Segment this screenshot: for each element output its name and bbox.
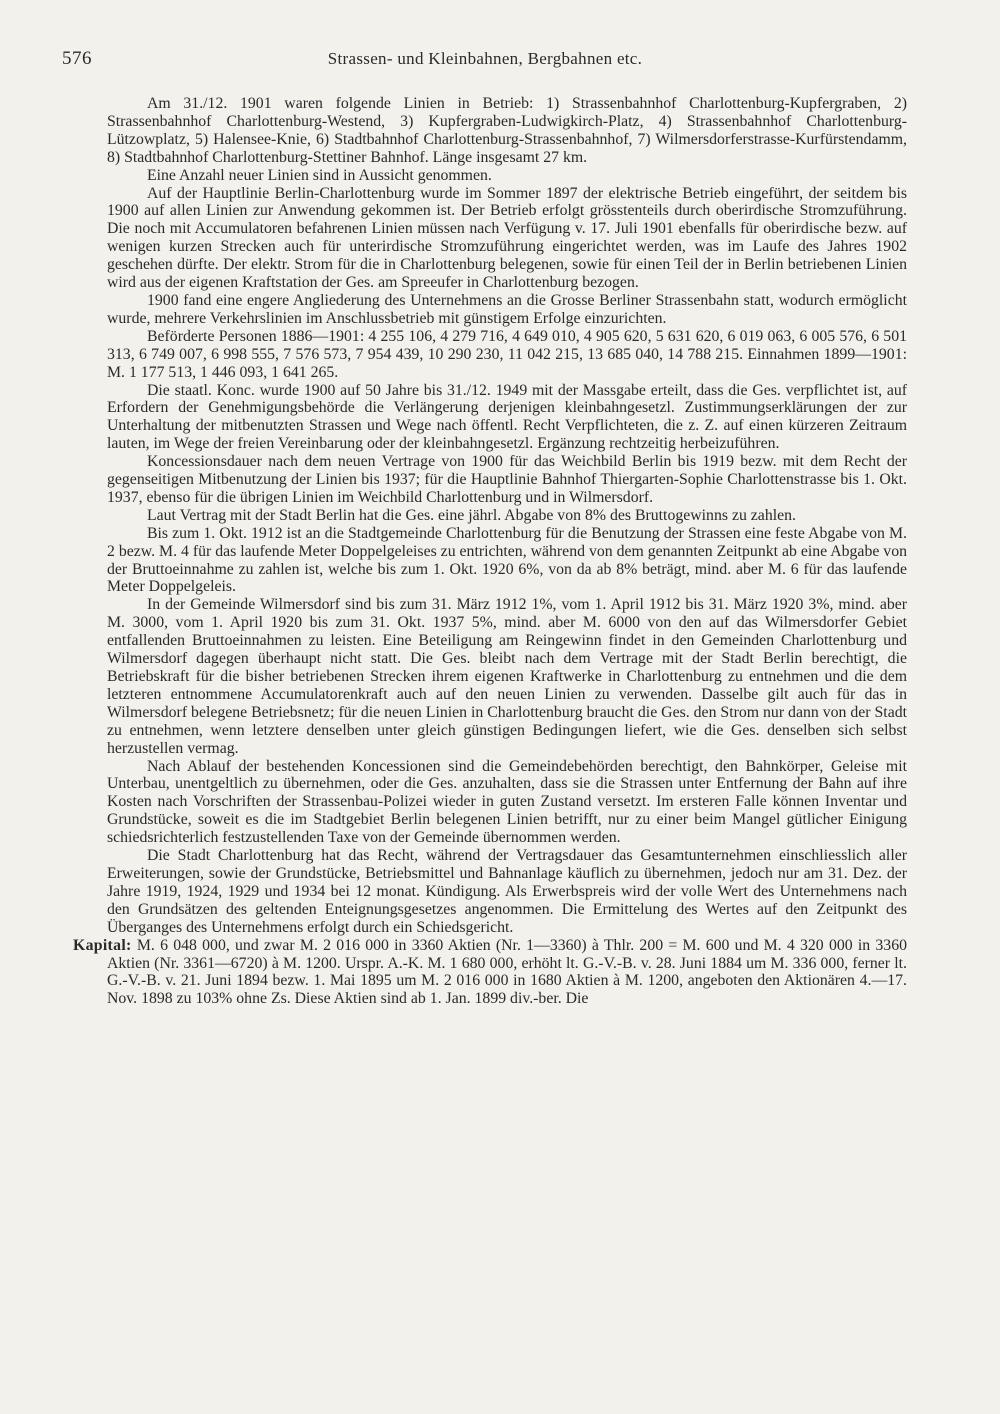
paragraph-concession-duration: Koncessionsdauer nach dem neuen Vertrage von 1900 für das Weichbild Berlin bis 1919 bezw. mit dem Recht der gegenseitigen Mitbenutzung der Linien bis 1937; für die Hauptlinie Bahnhof Thiergarten-Sophie Charlottenstrasse bis 1. Okt. 1937, ebenso für die übrigen Linien im Weichbild Charlottenburg und in Wilmersdorf. [107, 453, 907, 506]
paragraph-lines-in-operation: Am 31./12. 1901 waren folgende Linien in Betrieb: 1) Strassenbahnhof Charlottenburg-Kupfergraben, 2) Strassenbahnhof Charlottenburg-Westend, 3) Kupfergraben-Ludwigkirch-Platz, 4) Strassenbahnhof Charlottenburg-Lützowplatz, 5) Halensee-Knie, 6) Stadtbahnhof Charlottenburg-Strassenbahnhof, 7) Wilmersdorferstrasse-Kurfürstendamm, 8) Stadtbahnhof Charlottenburg-Stettiner Bahnhof. Länge insgesamt 27 km. [107, 95, 907, 166]
body-text [73, 95, 908, 1008]
paragraph-new-lines: Eine Anzahl neuer Linien sind in Aussicht genommen. [147, 166, 492, 184]
kapital-text: M. 6 048 000, und zwar M. 2 016 000 in 3360 Aktien (Nr. 1—3360) à Thlr. 200 = M. 600 und M. 4 320 000 in 3360 Aktien (Nr. 3361—6720) à M. 1200. Urspr. A.-K. M. 1 680 000, erhöht lt. G.-V.-B. v. 28. Juni 1884 um M. 336 000, ferner lt. G.-V.-B. v. 21. Juni 1894 bezw. 1. Mai 1895 um M. 2 016 000 in 1680 Aktien à M. 1200, angeboten den Aktionären 4.—17. Nov. 1898 zu 103% ohne Zs. Diese Aktien sind ab 1. Jan. 1899 div.-ber. Die [107, 936, 908, 1008]
paragraph-kapital [73, 936, 908, 1009]
running-title: Strassen- und Kleinbahnen, Bergbahnen etc. [327, 49, 643, 68]
paragraph-charlottenburg-levy: Bis zum 1. Okt. 1912 ist an die Stadtgemeinde Charlottenburg für die Benutzung der Strassen eine feste Abgabe von M. 2 bezw. M. 4 für das laufende Meter Doppelgeleises zu entrichten, während von dem genannten Zeitpunkt ab eine Abgabe von der Bruttoeinnahme zu zahlen ist, welche bis zum 1. Okt. 1920 6%, von da ab 8% beträgt, mind. aber M. 6 für das laufende Meter Doppelgeleis. [107, 524, 907, 596]
page-number: 576 [62, 48, 92, 69]
paragraph-concession-expiry: Nach Ablauf der bestehenden Koncessionen sind die Gemeindebehörden berechtigt, den Bahnkörper, Geleise mit Unterbau, unentgeltlich zu übernehmen, oder die Ges. anzuhalten, dass sie die Strassen unter Entfernung der Bahn auf ihre Kosten nach Vorschriften der Strassenbau-Polizei wieder in guten Zustand versetzt. Im ersteren Falle können Inventar und Grundstücke, soweit es die im Stadtgebiet Berlin belegenen Linien betrifft, nur zu einer beim Mangel gütlicher Einigung schiedsrichterlich festzustellenden Taxe von der Gemeinde übernommen werden. [107, 757, 907, 847]
paragraph-electric-operation: Auf der Hauptlinie Berlin-Charlottenburg wurde im Sommer 1897 der elektrische Betrieb eingeführt, der seitdem bis 1900 auf allen Linien zur Anwendung gekommen ist. Der Betrieb erfolgt grösstenteils durch oberirdische Stromzuführung. Die noch mit Accumulatoren befahrenen Linien müssen nach Verfügung v. 17. Juli 1901 ebenfalls für oberirdische bezw. auf wenigen kurzen Strecken auch für unterirdische Stromzuführung eingerichtet werden, was im Laufe des Jahres 1902 geschehen dürfte. Der elektr. Strom für die in Charlottenburg belegenen, sowie für einen Teil der in Berlin betriebenen Linien wird aus der eigenen Kraftstation der Ges. am Spreeufer in Charlottenburg bezogen. [107, 184, 907, 292]
paragraph-berlin-levy: Laut Vertrag mit der Stadt Berlin hat die Ges. eine jährl. Abgabe von 8% des Bruttogewinns zu zahlen. [147, 506, 796, 524]
paragraph-purchase-right: Die Stadt Charlottenburg hat das Recht, während der Vertragsdauer das Gesamtunternehmen einschliesslich aller Erweiterungen, sowie der Grundstücke, Betriebsmittel und Bahnanlage käuflich zu übernehmen, jedoch nur am 31. Dez. der Jahre 1919, 1924, 1929 und 1934 bei 12 monat. Kündigung. Als Erwerbspreis wird der volle Wert des Unternehmens nach den Grundsätzen des geltenden Enteignungsgesetzes angenommen. Die Ermittelung des Wertes auf den Zeitpunkt des Überganges des Unternehmens erfolgt durch ein Schiedsgericht. [107, 847, 907, 936]
paragraph-state-concession: Die staatl. Konc. wurde 1900 auf 50 Jahre bis 31./12. 1949 mit der Massgabe erteilt, dass die Ges. verpflichtet ist, auf Erfordern der Genehmigungsbehörde die Verlängerung derjenigen kleinbahngesetzl. Zustimmungserklärungen der zur Unterhaltung der mitbenutzten Strassen und Wege nach öffentl. Recht Verpflichteten, die z. Z. auf einen kürzeren Zeitraum lauten, im Wege der freien Vereinbarung oder der kleinbahngesetzl. Ergänzung rechtzeitig herbeizuführen. [107, 381, 907, 453]
page-header [62, 48, 908, 72]
paragraph-passengers-revenue: Beförderte Personen 1886—1901: 4 255 106, 4 279 716, 4 649 010, 4 905 620, 5 631 620, 6 019 063, 6 005 576, 6 501 313, 6 749 007, 6 998 555, 7 576 573, 7 954 439, 10 290 230, 11 042 215, 13 685 040, 14 788 215. Einnahmen 1899—1901: M. 1 177 513, 1 446 093, 1 641 265. [107, 327, 907, 381]
paragraph-affiliation-1900: 1900 fand eine engere Angliederung des Unternehmens an die Grosse Berliner Strassenbahn statt, wodurch ermöglicht wurde, mehrere Verkehrslinien im Anschlussbetrieb mit günstigem Erfolge einzurichten. [107, 291, 907, 327]
kapital-label: Kapital: [73, 936, 132, 954]
paragraph-wilmersdorf: In der Gemeinde Wilmersdorf sind bis zum 31. März 1912 1%, vom 1. April 1912 bis 31. März 1920 3%, mind. aber M. 3000, vom 1. April 1920 bis zum 31. Okt. 1937 5%, mind. aber M. 6000 von den auf das Wilmersdorfer Gebiet entfallenden Bruttoeinnahmen zu leisten. Eine Beteiligung am Reingewinn findet in den Gemeinden Charlottenburg und Wilmersdorf dagegen überhaupt nicht statt. Die Ges. bleibt nach dem Vertrage mit der Stadt Berlin berechtigt, die Betriebskraft für die bisher betriebenen Strecken ihrem eigenen Kraftwerke in Charlottenburg zu entnehmen und die dem letzteren entnommene Accumulatorenkraft auch auf den neuen Linien zu verwenden. Dasselbe gilt auch für das in Wilmersdorf belegene Betriebsnetz; für die neuen Linien in Charlottenburg braucht die Ges. den Strom nur dann von der Stadt zu entnehmen, wenn letztere denselben unter gleich günstigen Bedingungen liefert, wie die Ges. denselben sich selbst herzustellen vermag. [107, 596, 907, 757]
